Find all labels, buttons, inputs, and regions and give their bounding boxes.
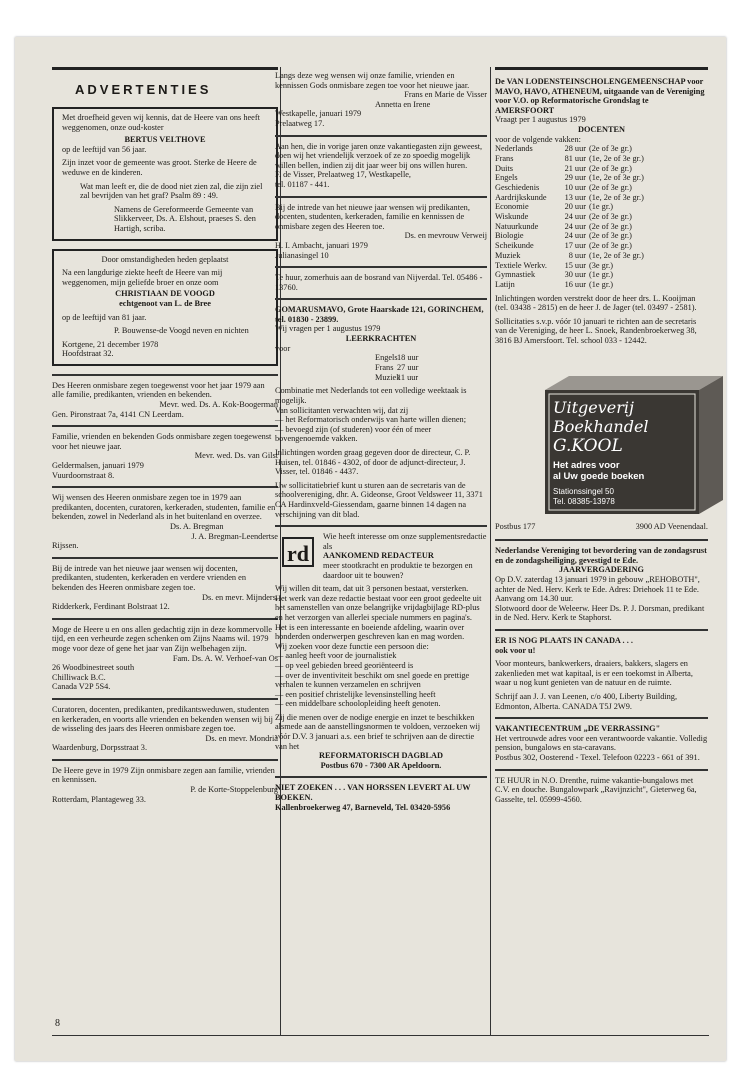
vacancy-grade: (2e of 3e gr.) xyxy=(589,212,632,222)
ad-heading: LEERKRACHTEN xyxy=(345,334,417,344)
vacancy-subject: Muziek xyxy=(375,372,401,382)
death-notice xyxy=(52,107,278,241)
deceased-spouse: echtgenoot van L. de Bree xyxy=(119,298,211,308)
ad-signature: Ds. en mevrouw Verweij xyxy=(404,231,487,241)
ad-address: Julianasingel 10 xyxy=(275,250,329,260)
emigration-ad xyxy=(495,629,708,717)
ad-title: VAKANTIECENTRUM „DE VERRASSING" xyxy=(495,724,661,734)
ad-intro: Wij vragen per 1 augustus 1979 xyxy=(275,324,381,334)
vacancy-hours: 8 uur xyxy=(568,250,586,260)
vacancy-hours: 27 uur xyxy=(397,363,419,373)
ad-time: Aanvang om 14.30 uur. xyxy=(495,594,574,604)
vacancy-subject: Textiele Werkv. xyxy=(495,260,547,270)
ad-subheading: meer stootkracht en produktie te bezorgen en daardoor uit te bouwen? xyxy=(323,560,473,580)
vacancy-grade: (2e of 3e gr.) xyxy=(589,221,632,231)
ad-text: Het is een interessante en boeiende afdeling, waarin over honderden onderwerpen geschreven kan en mag worden. xyxy=(275,622,465,642)
vacancy-hours: 21 uur xyxy=(564,163,586,173)
ad-heading: AANKOMEND REDACTEUR xyxy=(323,551,434,561)
ad-address: Kallenbroekerweg 47, Barneveld, Tel. 03420-5956 xyxy=(275,802,451,812)
requirement: — een middelbare schoolopleiding heeft genoten. xyxy=(275,699,441,709)
ad-signature: J. A. Bregman-Leendertse xyxy=(191,531,278,541)
vacancy-voor: voor xyxy=(275,343,291,353)
ad-text: Familie, vrienden en bekenden Gods onmisbare zegen toegewenst voor het nieuwe jaar. xyxy=(52,432,272,451)
bookshop-address: Stationssingel 50 xyxy=(553,486,614,496)
ad-address: Rotterdam, Plantageweg 33. xyxy=(52,794,147,804)
vacancy-grade: (1e, 2e of 3e gr.) xyxy=(589,153,644,163)
greeting-ad xyxy=(52,486,278,557)
ad-text: Op D.V. zaterdag 13 januari 1979 in gebouw „REHOBOTH", achter de Ned. Herv. Kerk te Ede. Adres: Driehoek 11 te Ede. xyxy=(495,575,700,594)
ad-text: Langs deze weg wensen wij onze familie, vrienden en kennissen Gods onmisbare zegen toe voor het nieuwe jaar. xyxy=(275,71,470,90)
vacancy-hours: 24 uur xyxy=(564,231,586,241)
ad-address: 26 Woodbinestreet south xyxy=(52,663,135,673)
ad-signature: P. de Korte-Stoppelenburg xyxy=(190,785,278,795)
publisher-line: Uitgeverij xyxy=(553,397,634,417)
greeting-ad xyxy=(52,698,278,759)
ad-phone: tel. 01187 - 441. xyxy=(275,179,330,189)
ad-text: Curatoren, docenten, predikanten, predikantsweduwen, studenten en kerkeraden, en voorts alle vrienden en bekenden wensen wij bij de wisseling des jaars des Heeren onmisbare zegen toe. xyxy=(52,704,273,734)
ad-place: Rijssen. xyxy=(52,541,79,551)
notice-signature: P. Bouwense-de Voogd neven en nichten xyxy=(114,326,249,336)
vacancy-subject: Aardrijkskunde xyxy=(495,192,547,202)
greeting-ad xyxy=(52,425,278,486)
page-number: 8 xyxy=(55,1018,60,1029)
section-header: ADVERTENTIES xyxy=(52,67,278,107)
vacancy-grade: (3e gr.) xyxy=(589,260,613,270)
ad-info: Inlichtingen worden verstrekt door de heer drs. L. Kooijman (tel. 03438 - 2815) en de heer J. de Jager (tel. 03497 - 2581). xyxy=(495,293,697,313)
ad-text: Bij de intrede van het nieuwe jaar wensen wij docenten, predikanten, studenten, kerkeraden en verdere vrienden en bekenden des Heeren onmisbare zegen toe. xyxy=(52,563,246,592)
book-illustration xyxy=(535,368,726,518)
slogan: Het adres voor xyxy=(553,459,620,471)
ad-address: Postbus 302, Oosterend - Texel. Telefoon 02223 - 661 of 391. xyxy=(495,752,700,762)
ad-apply: Sollicitaties s.v.p. vóór 10 januari te richten aan de secretaris van de Vereniging, de heer L. Snoek, Randenbroekerweg 38, 3816 BJ Amersfoort. Tel. school 033 - 12442. xyxy=(495,316,697,346)
ad-signature: F. de Visser, Prelaatweg 17, Westkapelle, xyxy=(275,170,412,180)
vacancy-hours: 30 uur xyxy=(564,270,586,280)
bottom-rule xyxy=(52,1035,709,1036)
vacancy-grade: (1e, 2e of 3e gr.) xyxy=(589,173,644,183)
ad-title: Nederlandse Vereniging tot bevordering van de zondagsrust en de zondagsheiliging, gevestigd te Ede. xyxy=(495,546,707,565)
ad-heading: DOCENTEN xyxy=(577,124,626,134)
requirement: — een positief christelijke levensinstelling heeft xyxy=(275,689,436,699)
bookshop-ad xyxy=(275,776,487,818)
vacancy-grade: (2e of 3e gr.) xyxy=(589,231,632,241)
ad-address: Vuurdoornstraat 8. xyxy=(52,470,115,480)
notice-place: Kortgene, 21 december 1978 xyxy=(62,339,159,349)
vacancy-grade: (1e gr.) xyxy=(589,270,613,280)
rd-logo-icon xyxy=(281,534,315,570)
vacancy-hours: 24 uur xyxy=(564,212,586,222)
holiday-centre-ad xyxy=(495,717,708,768)
ad-signature: Mevr. wed. Ds. A. Kok-Boogerman xyxy=(159,400,278,410)
ad-text: Wij willen dit team, dat uit 3 personen bestaat, versterken. xyxy=(275,584,469,594)
ad-address: Gen. Pironstraat 7a, 4141 CN Leerdam. xyxy=(52,409,184,419)
ad-text: Te huur, zomerhuis aan de bosrand van Nijverdal. Tel. 05486 - 13760. xyxy=(275,273,483,292)
meeting-ad xyxy=(495,539,708,629)
vacancy-subject: Muziek xyxy=(495,250,521,260)
vacancy-grade: (2e of 3e gr.) xyxy=(589,241,632,251)
ad-heading: JAARVERGADERING xyxy=(559,565,644,575)
vacancy-hours: 20 uur xyxy=(564,202,586,212)
ad-subheading: ook voor u! xyxy=(495,645,536,655)
vacancy-subject: Engels xyxy=(495,173,518,183)
vacancy-hours: 11 uur xyxy=(397,372,419,382)
rental-ad xyxy=(275,266,487,298)
bookshop-line: Boekhandel xyxy=(553,416,649,436)
vacancy-subject: Natuurkunde xyxy=(495,221,539,231)
vacancy-subject: Latijn xyxy=(495,280,515,289)
notice-address: Hoofdstraat 32. xyxy=(62,349,114,359)
ad-text: Bij de intrede van het nieuwe jaar wensen wij predikanten, docenten, studenten, kerkeraden, familie en kennissen de onmisbare zegen des Heeren toe. xyxy=(275,202,470,231)
notice-text: Zijn inzet voor de gemeente was groot. Sterke de Heere de weduwe en de kinderen. xyxy=(62,158,257,177)
vacancy-grade: (1e gr.) xyxy=(589,202,613,212)
ad-address: Schrijf aan J. J. van Leenen, c/o 400, Liberty Building, Edmonton, Alberta. CANADA T5J 2W9. xyxy=(495,691,678,711)
requirement: — het Reformatorisch onderwijs van harte willen dienen; xyxy=(275,415,467,425)
job-ad-reformatorisch-dagblad xyxy=(275,525,487,776)
greeting-ad xyxy=(275,67,487,135)
ad-text: Combinatie met Nederlands tot een volledige weektaak is mogelijk. xyxy=(275,386,467,406)
ad-apply: Uw sollicitatiebrief kunt u sturen aan de secretaris van de schoolvereniging, dhr. A. Gideonse, Groot Veldsweer 11, 3371 CA Hardinxveld-Giessendam, gaarne binnen 14 dagen na verschijning van dit blad. xyxy=(275,480,483,519)
newspaper-page xyxy=(15,37,726,1061)
vacancy-subject: Scheikunde xyxy=(495,241,534,251)
ad-text: TE HUUR in N.O. Drenthe, ruime vakantie-bungalows met C.V. en douche. Bungalowpark „Ravijnzicht", Gieterweg 6a, Gasselte, tel. 05999-4560. xyxy=(495,775,697,804)
job-ad-gomarusmavo xyxy=(275,298,487,525)
ad-signature: Annetta en Irene xyxy=(375,99,431,109)
vacancy-grade: (1e gr.) xyxy=(589,280,613,289)
bookshop-postbus xyxy=(495,522,708,532)
ad-text: voor de volgende vakken: xyxy=(495,134,581,144)
ad-signature: Ds. en mevr. Mondria xyxy=(205,733,278,743)
greeting-ad xyxy=(275,196,487,267)
vacancy-grade: (2e of 3e gr.) xyxy=(589,182,632,192)
ad-address: Prelaatweg 17. xyxy=(275,118,325,128)
ad-text: Van sollicitanten verwachten wij, dat zij xyxy=(275,405,409,415)
ad-text: Slotwoord door de Weleerw. Heer Ds. P. J. Dorsman, predikant in de Ned. Herv. Kerk te Staphorst. xyxy=(495,603,705,623)
ad-address: Ridderkerk, Ferdinant Bolstraat 12. xyxy=(52,602,170,612)
vacancy-grade: (2e of 3e gr.) xyxy=(589,163,632,173)
requirement: — aanleg heeft voor de journalistiek xyxy=(275,651,397,661)
ad-text: Wij zoeken voor deze functie een persoon die: xyxy=(275,641,429,651)
ad-text: Aan hen, die in vorige jaren onze vakantiegasten zijn geweest, doen wij het vriendelijk verzoek of ze zo spoedig mogelijk willen bellen, indien zij dit jaar weer bij ons willen huren. xyxy=(275,141,483,170)
notice-intro: Na een langdurige ziekte heeft de Heere van mij weggenomen, mijn geliefde broer en onze oom xyxy=(62,268,223,287)
bookshop-kool-ad xyxy=(495,352,708,540)
greeting-ad xyxy=(52,618,278,698)
vacancy-grade: (1e, 2e of 3e gr.) xyxy=(589,192,644,202)
vacancy-hours: 81 uur xyxy=(564,153,586,163)
vacancy-hours: 24 uur xyxy=(564,221,586,231)
notice-verse: Wat man leeft er, die de dood niet zien zal, die zijn ziel zal bevrijden van het graf? Psalm 89 : 49. xyxy=(80,181,263,201)
ad-address: Waardenburg, Dorpsstraat 3. xyxy=(52,743,148,753)
rental-ad xyxy=(495,769,708,811)
ad-address: Chilliwack B.C. xyxy=(52,672,106,682)
notice-signature: Namens de Gereformeerde Gemeente van Slikkerveer, Ds. A. Elshout, praeses S. den Hartigh, scriba. xyxy=(114,204,256,233)
ad-text: Het werk van deze redactie bestaat voor een groot gedeelte uit het samenstellen van onze belangrijke vrijdagbijlage RD-plus en het verzorgen van allerlei speciale nummers en pagina's. xyxy=(275,593,482,622)
vacancy-subject: Wiskunde xyxy=(495,212,529,222)
ad-address: Canada V2P 5S4. xyxy=(52,682,111,692)
ad-text: De Heere geve in 1979 Zijn onmisbare zegen aan familie, vrienden en kennissen. xyxy=(52,765,275,785)
vacancy-hours: 29 uur xyxy=(564,173,586,183)
notice-age: op de leeftijd van 81 jaar. xyxy=(62,312,147,322)
ad-text: Wij wensen des Heeren onmisbare zegen toe in 1979 aan predikanten, docenten, curatoren, kerkeraden, studenten, familie en bekenden, zowel in Nederland als in het buitenland en overzee. xyxy=(52,493,276,522)
svg-text:rd: rd xyxy=(287,541,309,567)
vacancy-subject: Biologie xyxy=(495,231,524,241)
vacancy-hours: 16 uur xyxy=(564,280,586,289)
requirement: — over de inventiviteit beschikt om snel goede en prettige verhalen te kunnen verzamelen en schrijven xyxy=(275,670,470,690)
greeting-ad xyxy=(52,557,278,618)
bookshop-name: G.KOOL xyxy=(553,435,623,456)
ad-title: GOMARUSMAVO, Grote Haarskade 121, GORINCHEM, tel. 01830 - 23899. xyxy=(275,305,484,324)
holiday-ad xyxy=(275,135,487,196)
ad-signature: Ds. A. Bregman xyxy=(170,522,224,531)
postcode-city: 3900 AD Veenendaal. xyxy=(635,521,708,531)
ad-info: Inlichtingen worden graag gegeven door de directeur, C. P. Huisen, tel. 01846 - 4302, of door de adjunct-directeur, J. Visser, tel. 01846 - 4437. xyxy=(275,448,471,477)
notice-age: op de leeftijd van 56 jaar. xyxy=(62,144,147,154)
postbus: Postbus 177 xyxy=(495,521,536,531)
ad-place: Geldermalsen, januari 1979 xyxy=(52,461,144,471)
vacancy-subject: Engels xyxy=(375,353,398,363)
slogan: al Uw goede boeken xyxy=(553,470,645,482)
vacancy-hours: 13 uur xyxy=(564,192,586,202)
requirement: — bevoegd zijn (of studeren) voor één of meer bovengenoemde vakken. xyxy=(275,424,432,444)
ad-text: Moge de Heere u en ons allen gedachtig zijn in deze kommervolle tijd, en een verheurde zegen schenken om Zijns Naams wil. 1979 moge voor deze of gene het jaar van Zijn welbehagen zijn. xyxy=(52,624,273,653)
vacancy-hours: 28 uur xyxy=(564,144,586,154)
ad-title: ER IS NOG PLAATS IN CANADA . . . xyxy=(495,636,633,646)
ad-text: Zij die menen over de nodige energie en inzet te beschikken alsmede aan de aanstellingsnormen te voldoen, verzoeken wij vóór D.V. 3 januari a.s. een brief te schrijven aan de directie van het xyxy=(275,712,481,751)
vacancy-subject: Nederlands xyxy=(495,144,533,154)
vacancy-subject: Economie xyxy=(495,202,529,212)
column-rule xyxy=(490,67,491,1035)
deceased-name: BERTUS VELTHOVE xyxy=(124,135,206,145)
vacancy-subject: Gymnastiek xyxy=(495,270,536,280)
greeting-ad xyxy=(52,759,278,810)
vacancy-subject: Frans xyxy=(375,363,394,373)
greeting-ad xyxy=(52,374,278,425)
vacancy-hours: 18 uur xyxy=(397,353,419,363)
bookshop-phone: Tel. 08385-13978 xyxy=(553,496,615,506)
ad-intro: Wie heeft interesse om onze supplementsredactie als xyxy=(323,532,487,551)
ad-place: Westkapelle, januari 1979 xyxy=(275,109,362,119)
column-1 xyxy=(52,67,278,810)
ad-signature: Fam. Ds. A. W. Verhoef-van Os xyxy=(172,653,278,663)
column-3 xyxy=(495,67,708,810)
ad-signature: Ds. en mevr. Mijnders. xyxy=(201,592,278,602)
vacancy-hours: 15 uur xyxy=(564,260,586,270)
vacancy-table xyxy=(275,344,487,383)
ad-text: Des Heeren onmisbare zegen toegewenst voor het jaar 1979 aan alle familie, predikanten, vrienden en bekenden. xyxy=(52,380,265,400)
ad-intro: Vraagt per 1 augustus 1979 xyxy=(495,115,586,125)
ad-title: De VAN LODENSTEINSCHOLENGEMEENSCHAP voor MAVO, HAVO, ATHENEUM, uitgaande van de Vereniging voor V.O. op Reformatorische Grondslag te AMERSFOORT xyxy=(495,77,705,115)
vacancy-hours: 10 uur xyxy=(564,182,586,192)
vacancy-grade: (2e of 3e gr.) xyxy=(589,144,632,154)
ad-organisation: REFORMATORISCH DAGBLAD xyxy=(319,751,443,761)
deceased-name: CHRISTIAAN DE VOOGD xyxy=(115,289,215,299)
ad-signature: Frans en Marie de Visser xyxy=(404,90,487,100)
ad-place: H. I. Ambacht, januari 1979 xyxy=(275,240,368,250)
job-ad-lodenstein xyxy=(495,67,708,352)
notice-preface: Door omstandigheden heden geplaatst xyxy=(101,254,229,264)
death-notice xyxy=(52,249,278,366)
column-2 xyxy=(275,67,487,818)
vacancy-subject: Duits xyxy=(495,163,513,173)
ad-address: Postbus 670 - 7300 AR Apeldoorn. xyxy=(320,760,442,770)
ad-text: Voor monteurs, bankwerkers, draaiers, bakkers, slagers en zakenlieden met wat kapitaal, is er een toekomst in Alberta, waar u nog kunt genieten van de natuur en de ruimte. xyxy=(495,659,693,688)
vacancy-table xyxy=(495,144,708,290)
vacancy-grade: (1e, 2e of 3e gr.) xyxy=(589,250,644,260)
requirement: — op veel gebieden breed georiënteerd is xyxy=(275,660,414,670)
notice-intro: Met droefheid geven wij kennis, dat de Heere van ons heeft weggenomen, onze oud-koster xyxy=(62,113,260,132)
ad-signature: Mevr. wed. Ds. van Gilst xyxy=(194,451,278,461)
ad-title: NIET ZOEKEN . . . VAN HORSSEN LEVERT AL UW BOEKEN. xyxy=(275,783,471,803)
ad-text: Het vertrouwde adres voor een verantwoorde vakantie. Volledig pension, bungalows en sta-caravans. xyxy=(495,733,708,753)
vacancy-subject: Geschiedenis xyxy=(495,182,540,192)
vacancy-hours: 17 uur xyxy=(564,241,586,251)
vacancy-subject: Frans xyxy=(495,153,514,163)
